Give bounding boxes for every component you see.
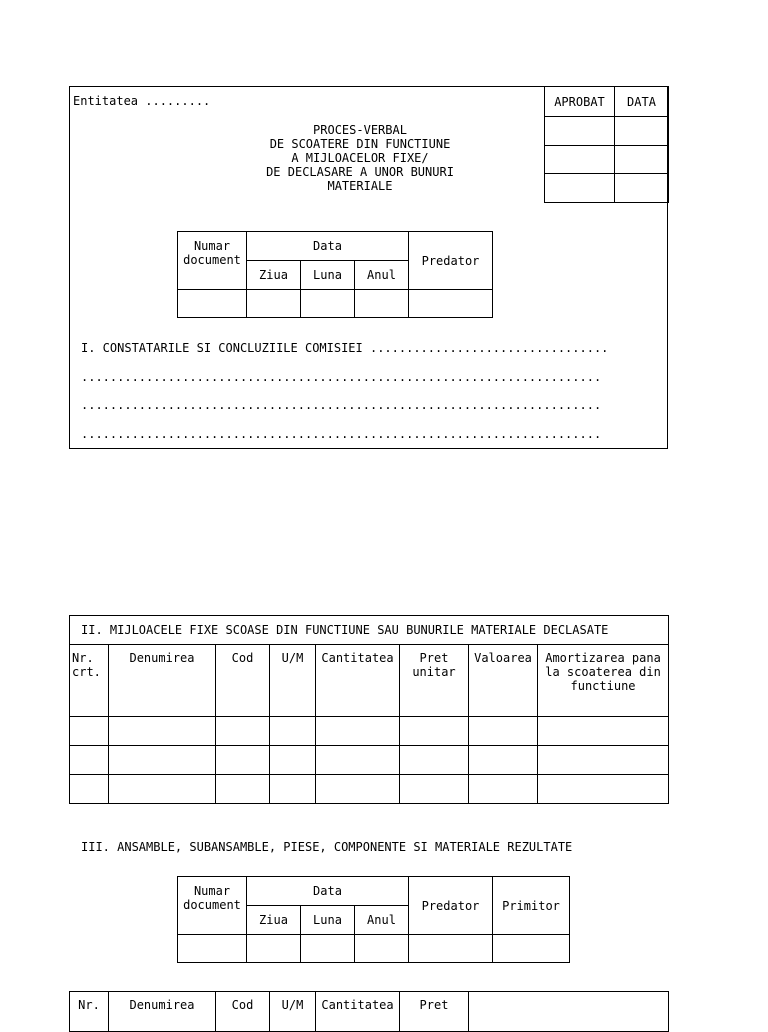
title-line: PROCES-VERBAL	[313, 123, 407, 137]
approval-cell[interactable]	[615, 174, 669, 203]
input-cell[interactable]	[316, 717, 400, 746]
input-cell[interactable]	[247, 290, 301, 318]
col-numar-document: Numar document	[178, 877, 247, 935]
input-cell[interactable]	[216, 775, 270, 804]
input-cell[interactable]	[355, 290, 409, 318]
section3-heading: III. ANSAMBLE, SUBANSAMBLE, PIESE, COMPONENTE SI MATERIALE REZULTATE	[81, 840, 573, 854]
col-primitor: Primitor	[493, 877, 570, 935]
input-cell[interactable]	[178, 290, 247, 318]
section3-items-table	[69, 991, 669, 1032]
document-table-3	[177, 876, 570, 963]
input-cell[interactable]	[538, 746, 669, 775]
col-cantitatea: Cantitatea	[316, 645, 400, 717]
col-nr-crt: Nr. crt.	[70, 645, 109, 717]
col-luna: Luna	[301, 261, 355, 290]
approval-cell[interactable]	[615, 117, 669, 146]
col-cantitatea: Cantitatea	[316, 992, 400, 1032]
input-cell[interactable]	[409, 290, 493, 318]
input-cell[interactable]	[216, 717, 270, 746]
input-cell[interactable]	[469, 746, 538, 775]
input-cell[interactable]	[270, 775, 316, 804]
col-cod: Cod	[216, 645, 270, 717]
input-cell[interactable]	[538, 717, 669, 746]
input-cell[interactable]	[270, 717, 316, 746]
approval-cell[interactable]	[545, 117, 615, 146]
input-cell[interactable]	[301, 935, 355, 963]
input-cell[interactable]	[247, 935, 301, 963]
col-pret: Pret	[400, 992, 469, 1032]
section1-heading: I. CONSTATARILE SI CONCLUZIILE COMISIEI .................................	[81, 341, 609, 355]
col-data: Data	[247, 877, 409, 906]
col-predator: Predator	[409, 232, 493, 290]
section2-table	[69, 615, 669, 804]
input-cell[interactable]	[109, 775, 216, 804]
approval-header-data: DATA	[615, 87, 669, 117]
col-anul: Anul	[355, 906, 409, 935]
input-cell[interactable]	[270, 746, 316, 775]
section1-dot-line[interactable]: ........................................................................	[81, 398, 602, 412]
section2-heading: II. MIJLOACELE FIXE SCOASE DIN FUNCTIUNE SAU BUNURILE MATERIALE DECLASATE	[70, 616, 669, 645]
title-line: DE SCOATERE DIN FUNCTIUNE	[269, 137, 451, 151]
approval-table	[544, 86, 669, 203]
input-cell[interactable]	[355, 935, 409, 963]
col-empty	[469, 992, 669, 1032]
col-um: U/M	[270, 992, 316, 1032]
title-line: A MIJLOACELOR FIXE/	[291, 151, 429, 165]
input-cell[interactable]	[400, 775, 469, 804]
input-cell[interactable]	[70, 717, 109, 746]
input-cell[interactable]	[178, 935, 247, 963]
col-denumirea: Denumirea	[109, 645, 216, 717]
entity-label: Entitatea .........	[73, 94, 211, 108]
input-cell[interactable]	[70, 746, 109, 775]
section1-dot-line[interactable]: ........................................................................	[81, 427, 602, 441]
col-nr: Nr.	[70, 992, 109, 1032]
col-anul: Anul	[355, 261, 409, 290]
col-denumirea: Denumirea	[109, 992, 216, 1032]
col-predator: Predator	[409, 877, 493, 935]
title-line: MATERIALE	[327, 179, 393, 193]
input-cell[interactable]	[316, 775, 400, 804]
col-numar-document: Numar document	[178, 232, 247, 290]
approval-header-aprobat: APROBAT	[545, 87, 615, 117]
input-cell[interactable]	[400, 717, 469, 746]
input-cell[interactable]	[316, 746, 400, 775]
input-cell[interactable]	[409, 935, 493, 963]
input-cell[interactable]	[70, 775, 109, 804]
col-amortizarea: Amortizarea pana la scoaterea din functiune	[538, 645, 669, 717]
col-luna: Luna	[301, 906, 355, 935]
input-cell[interactable]	[216, 746, 270, 775]
input-cell[interactable]	[493, 935, 570, 963]
col-ziua: Ziua	[247, 906, 301, 935]
title-line: DE DECLASARE A UNOR BUNURI	[266, 165, 454, 179]
col-data: Data	[247, 232, 409, 261]
approval-cell[interactable]	[545, 174, 615, 203]
approval-cell[interactable]	[545, 146, 615, 174]
col-um: U/M	[270, 645, 316, 717]
col-pret-unitar: Pret unitar	[400, 645, 469, 717]
input-cell[interactable]	[109, 717, 216, 746]
col-ziua: Ziua	[247, 261, 301, 290]
input-cell[interactable]	[538, 775, 669, 804]
input-cell[interactable]	[400, 746, 469, 775]
section1-dot-line[interactable]: ........................................................................	[81, 370, 602, 384]
input-cell[interactable]	[469, 717, 538, 746]
document-title	[250, 123, 470, 193]
approval-cell[interactable]	[615, 146, 669, 174]
col-cod: Cod	[216, 992, 270, 1032]
document-table-1	[177, 231, 493, 318]
input-cell[interactable]	[109, 746, 216, 775]
input-cell[interactable]	[469, 775, 538, 804]
input-cell[interactable]	[301, 290, 355, 318]
col-valoarea: Valoarea	[469, 645, 538, 717]
